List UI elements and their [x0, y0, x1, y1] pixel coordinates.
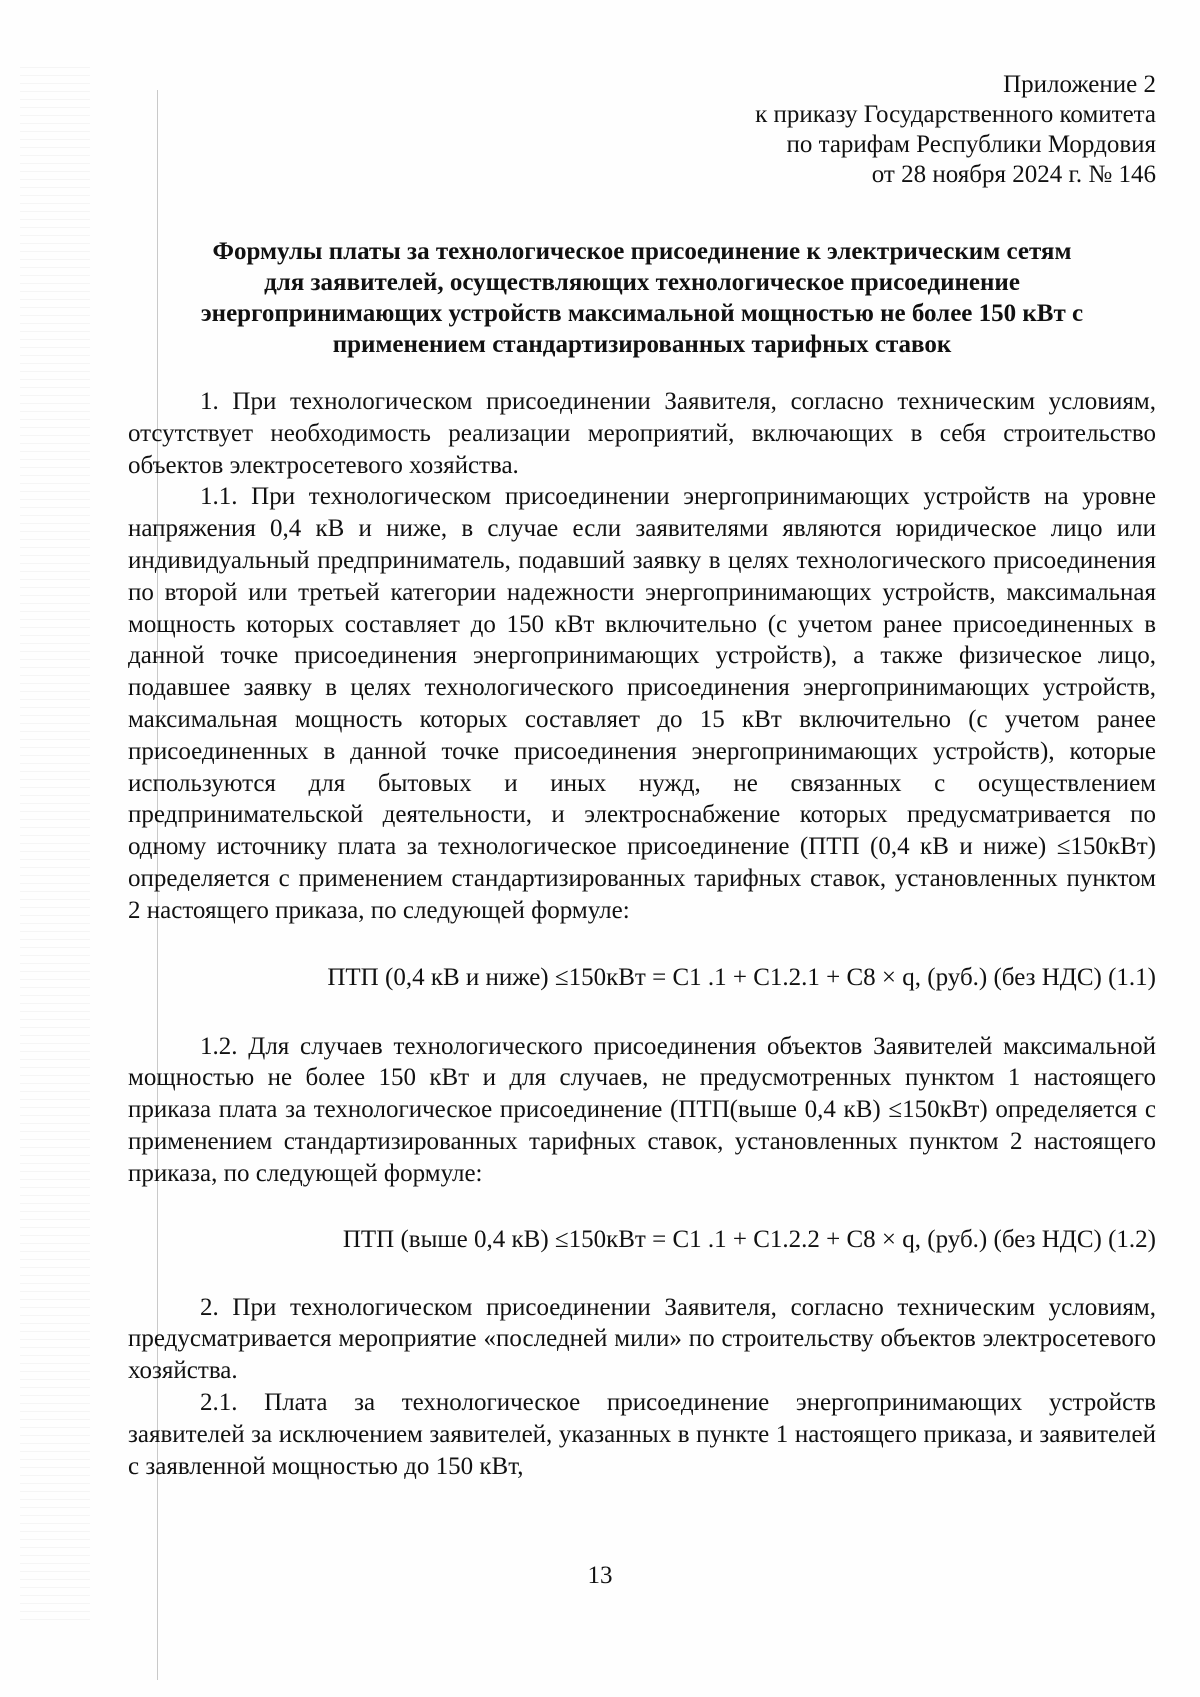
paragraph-1-1: 1.1. При технологическом присоединении энергопринимающих устройств на уровне напряжения 0,4 кВ и ниже, в случае если заявителями являются юридическое лицо или индивидуальный предприниматель, подавший заявку в целях технологического присоединения по второй или третьей категории надежности энергопринимающих устройств, максимальная мощность которых составляет до 150 кВт включительно (с учетом ранее присоединенных в данной точке присоединения энергопринимающих устройств), а также физическое лицо, подавшее заявку в целях технологического присоединения энергопринимающих устройств, максимальная мощность которых составляет до 15 кВт включительно (с учетом ранее присоединенных в данной точке присоединения энергопринимающих устройств), которые используются для бытовых и иных нужд, не связанных с осуществлением предпринимательской деятельности, и электроснабжение которых предусматривается по одному источнику плата за технологическое присоединение (ПТП (0,4 кВ и ниже) ≤150кВт) определяется с применением стандартизированных тарифных ставок, установленных пунктом 2 настоящего приказа, по следующей формуле: — [128, 483, 1156, 924]
appendix-header — [128, 70, 1156, 190]
paragraph-1-2: 1.2. Для случаев технологического присоединения объектов Заявителей максимальной мощностью не более 150 кВт и для случаев, не предусмотренных пунктом 1 настоящего приказа плата за технологическое присоединение (ПТП(выше 0,4 кВ) ≤150кВт) определяется с применением стандартизированных тарифных ставок, установленных пунктом 2 настоящего приказа, по следующей формуле: — [128, 1032, 1156, 1187]
title-line: для заявителей, осуществляющих технологическое присоединение — [264, 269, 1020, 296]
paragraph-2-1: 2.1. Плата за технологическое присоединение энергопринимающих устройств заявителей за исключением заявителей, указанных в пункте 1 настоящего приказа, и заявителей с заявленной мощностью до 150 кВт, — [128, 1388, 1156, 1480]
header-line: к приказу Государственного комитета — [755, 101, 1156, 128]
header-line: Приложение 2 — [1003, 71, 1156, 98]
formula-1-1: ПТП (0,4 кВ и ниже) ≤150кВт = С1 .1 + С1.2.1 + С8 × q, (руб.) (без НДС) (1.1) — [327, 963, 1156, 991]
header-line: от 28 ноября 2024 г. № 146 — [871, 161, 1156, 188]
scan-margin-noise — [20, 60, 90, 1620]
title-line: энергопринимающих устройств максимальной мощностью не более 150 кВт с — [200, 300, 1084, 327]
page-number: 13 — [587, 1562, 613, 1589]
paragraph-1: 1. При технологическом присоединении Заявителя, согласно техническим условиям, отсутствует необходимость реализации мероприятий, включающих в себя строительство объектов электросетевого хозяйства. — [128, 388, 1156, 479]
paragraph-2: 2. При технологическом присоединении Заявителя, согласно техническим условиям, предусматривается мероприятие «последней мили» по строительству объектов электросетевого хозяйства. — [128, 1293, 1156, 1385]
formula-1-2: ПТП (выше 0,4 кВ) ≤150кВт = С1 .1 + С1.2.2 + С8 × q, (руб.) (без НДС) (1.2) — [342, 1225, 1156, 1253]
header-line: по тарифам Республики Мордовия — [786, 131, 1156, 158]
document-body — [128, 70, 1156, 1482]
document-title — [128, 236, 1156, 360]
title-line: Формулы платы за технологическое присоединение к электрическим сетям — [212, 238, 1072, 265]
title-line: применением стандартизированных тарифных ставок — [332, 331, 952, 358]
